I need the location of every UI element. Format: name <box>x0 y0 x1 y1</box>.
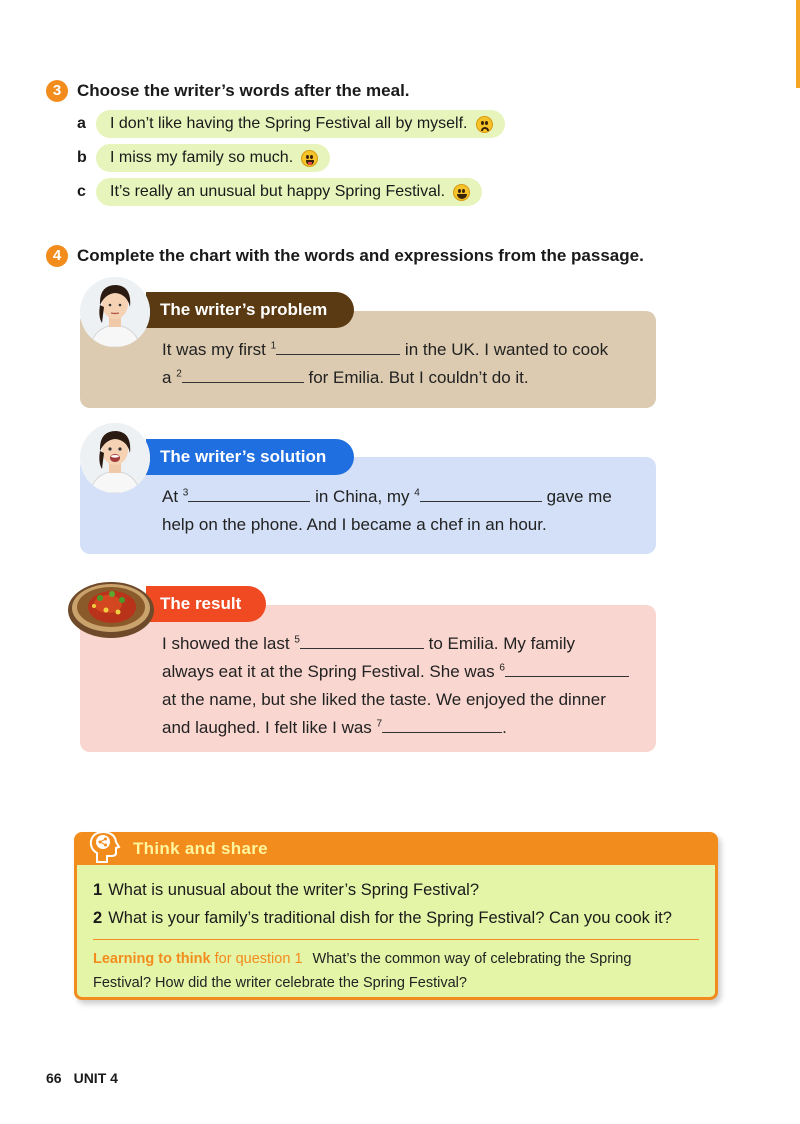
think-question-2: 2 What is your family’s traditional dish for the Spring Festival? Can you cook it? <box>93 909 672 927</box>
solution-tab: The writer’s solution <box>146 439 354 475</box>
blank-4[interactable] <box>420 485 542 502</box>
writer-avatar-excited <box>80 423 150 493</box>
page-edge-marker <box>796 0 800 88</box>
blank-2[interactable] <box>182 366 304 383</box>
task-4-number: 4 <box>46 245 68 267</box>
sad-face-icon <box>476 116 493 133</box>
page-footer <box>46 1070 118 1086</box>
option-c-letter: c <box>77 183 86 200</box>
task-4-title: Complete the chart with the words and expressions from the passage. <box>77 246 644 265</box>
problem-line-2: a $^2$ for Emilia. But I couldn’t do it. <box>162 368 529 387</box>
learning-to-think: Learning to think for question 1 What’s the common way of celebrating the Spring Festival? How did the writer celebrate the Spring Festival? <box>93 951 632 991</box>
result-line-1: I showed the last $^5$ to Emilia. My family <box>162 634 576 653</box>
tongue-face-icon <box>301 150 318 167</box>
problem-line-1: It was my first $^1$ in the UK. I wanted to cook <box>162 340 609 359</box>
blank-3[interactable] <box>188 485 310 502</box>
page-number: 66 <box>46 1070 62 1086</box>
blank-3-number: 3 <box>182 487 189 499</box>
option-c-text: It’s really an unusual but happy Spring Festival. <box>110 183 446 200</box>
problem-tab: The writer’s problem <box>146 292 354 328</box>
blank-7[interactable] <box>382 716 502 733</box>
option-a[interactable] <box>96 110 505 138</box>
option-b-letter: b <box>77 149 87 166</box>
result-line-2: always eat it at the Spring Festival. She was $^6$ <box>162 658 629 686</box>
option-c[interactable] <box>96 178 482 206</box>
option-a-letter: a <box>77 115 86 132</box>
option-b[interactable] <box>96 144 330 172</box>
result-line-3: at the name, but she liked the taste. We enjoyed the dinner <box>162 690 606 709</box>
blank-1-number: 1 <box>270 340 277 352</box>
blank-6[interactable] <box>505 660 629 677</box>
happy-face-icon <box>453 184 470 201</box>
blank-5[interactable] <box>300 632 424 649</box>
task-3-number: 3 <box>46 80 68 102</box>
think-question-1: 1 What is unusual about the writer’s Spring Festival? <box>93 881 480 899</box>
result-line-4: and laughed. I felt like I was $^7$ . <box>162 718 507 737</box>
think-and-share-box <box>74 832 718 1000</box>
blank-5-number: 5 <box>294 634 300 646</box>
think-header <box>77 835 715 865</box>
option-a-text: I don’t like having the Spring Festival all by myself. <box>110 115 468 132</box>
option-b-text: I miss my family so much. <box>110 149 294 166</box>
blank-2-number: 2 <box>176 368 182 380</box>
blank-7-number: 7 <box>376 718 383 730</box>
think-divider <box>93 939 699 940</box>
blank-4-number: 4 <box>414 487 420 499</box>
think-title: Think and share <box>133 839 268 858</box>
solution-line-1: At $^3$ in China, my $^4$ gave me <box>162 487 612 506</box>
blank-6-number: 6 <box>499 662 505 674</box>
result-tab: The result <box>146 586 266 622</box>
task-3-title: Choose the writer’s words after the meal. <box>77 81 410 100</box>
writer-avatar-thinking <box>80 277 150 347</box>
solution-line-2: help on the phone. And I became a chef in an hour. <box>162 515 547 534</box>
blank-1[interactable] <box>276 338 400 355</box>
unit-label: UNIT 4 <box>73 1070 118 1086</box>
dish-image <box>66 574 156 640</box>
share-head-icon <box>87 829 123 865</box>
